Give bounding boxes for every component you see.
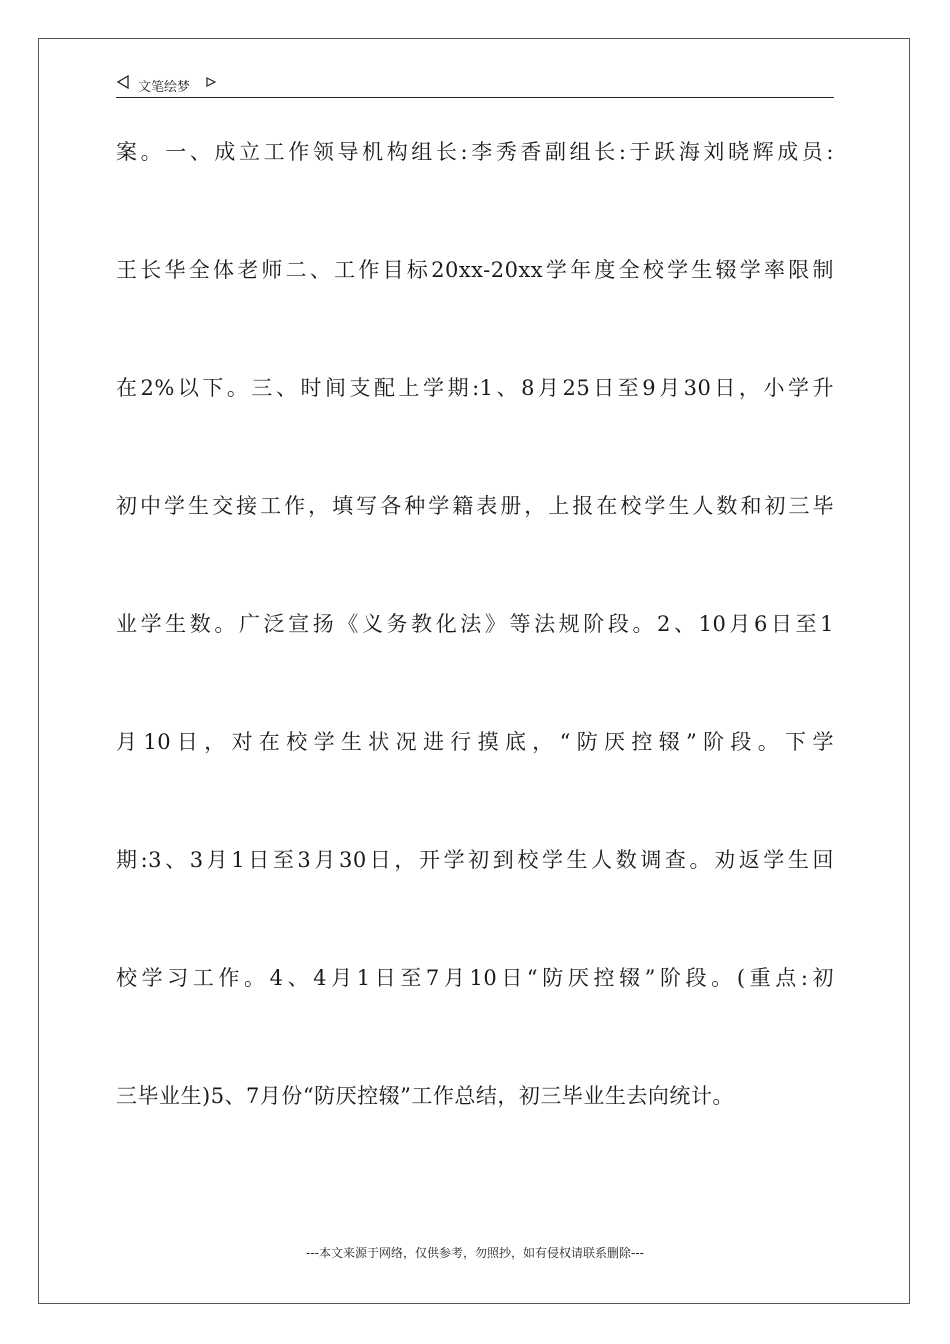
- text-line: 在2%以下。三、时间支配上学期:1、8月25日至9月30日，小学升: [116, 376, 834, 400]
- text-line: 王长华全体老师二、工作目标20xx-20xx学年度全校学生辍学率限制: [116, 258, 834, 282]
- page-footer: ---本文来源于网络，仅供参考，勿照抄，如有侵权请联系删除---: [306, 1246, 644, 1260]
- header-brand: 文笔绘梦: [138, 80, 191, 95]
- page-header: [116, 72, 834, 98]
- text-line: 校学习工作。4、4月1日至7月10日“防厌控辍”阶段。(重点:初: [116, 966, 834, 990]
- text-line: 业学生数。广泛宣扬《义务教化法》等法规阶段。2、10月6日至1: [116, 612, 834, 636]
- document-body: [116, 124, 834, 1186]
- triangle-right-outline-icon: [206, 77, 216, 87]
- triangle-left-outline-icon: [116, 75, 130, 89]
- text-line: 三毕业生)5、7月份“防厌控辍”工作总结，初三毕业生去向统计。: [116, 1084, 734, 1108]
- text-line: 月10日，对在校学生状况进行摸底，“防厌控辍”阶段。下学: [116, 730, 834, 754]
- text-line: 期:3、3月1日至3月30日，开学初到校学生人数调查。劝返学生回: [116, 848, 834, 872]
- text-line: 初中学生交接工作，填写各种学籍表册，上报在校学生人数和初三毕: [116, 494, 834, 518]
- text-line: 案。一、成立工作领导机构组长:李秀香副组长:于跃海刘晓辉成员:: [116, 140, 834, 164]
